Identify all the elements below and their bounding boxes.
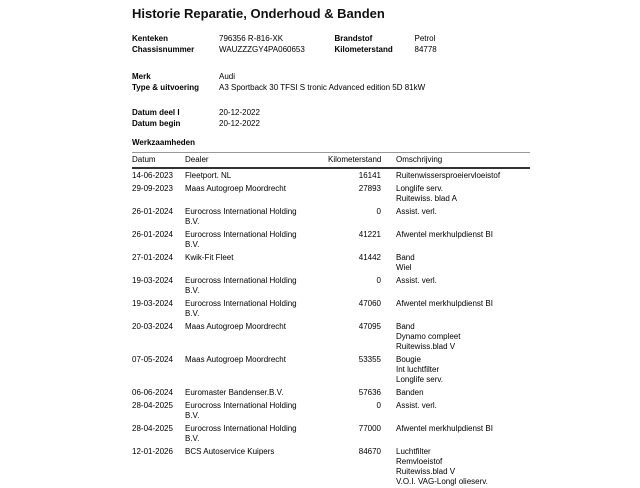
row-kilometerstand: 77000 [358,424,381,433]
table-header-row [132,152,530,169]
omschrijving-line: Assist. verl. [396,401,437,410]
brandstof-label: Brandstof [334,34,373,43]
row-dealer: Kwik-Fit Fleet [185,253,234,262]
table-row [132,205,530,228]
omschrijving-line: Bougie [396,355,421,364]
row-omschrijving [396,447,530,487]
row-kilometerstand: 57636 [358,388,381,397]
row-dealer: Eurocross International Holding B.V. [185,401,297,420]
row-omschrijving [396,276,530,286]
type-uitvoering-label: Type & uitvoering [132,83,199,92]
kv-row [132,107,530,118]
kenteken-value: 796356 R-816-XK [219,34,284,43]
table-row [132,320,530,353]
row-omschrijving [396,207,530,217]
row-kilometerstand: 47060 [358,299,381,308]
omschrijving-line: V.O.I. VAG-Longl olieserv. [396,477,488,486]
row-datum: 19-03-2024 [132,299,173,308]
table-row [132,274,530,297]
row-omschrijving [396,184,530,204]
row-dealer: BCS Autoservice Kuipers [185,447,275,456]
omschrijving-line: Band [396,253,415,262]
row-omschrijving [396,299,530,309]
row-kilometerstand: 0 [376,207,381,216]
datum-begin-label: Datum begin [132,119,181,128]
table-row [132,399,530,422]
omschrijving-line: Ruitewiss. blad A [396,194,457,203]
row-omschrijving [396,388,530,398]
column-header-dealer: Dealer [185,155,209,164]
table-row [132,251,530,274]
kilometerstand-label: Kilometerstand [334,45,393,54]
datum-deel-1-value: 20-12-2022 [219,108,260,117]
chassisnummer-label: Chassisnummer [132,45,195,54]
table-row [132,353,530,386]
omschrijving-line: Dynamo compleet [396,332,461,341]
omschrijving-line: Assist. verl. [396,276,437,285]
omschrijving-line: Longlife serv. [396,375,443,384]
row-kilometerstand: 0 [376,276,381,285]
omschrijving-line: Afwentel merkhulpdienst BI [396,230,493,239]
row-kilometerstand: 0 [376,401,381,410]
kv-row [132,82,530,93]
row-dealer: Eurocross International Holding B.V. [185,230,297,249]
row-omschrijving [396,171,530,181]
row-dealer: Maas Autogroep Moordrecht [185,184,286,193]
row-dealer: Eurocross International Holding B.V. [185,299,297,318]
row-datum: 26-01-2024 [132,207,173,216]
column-header-kilometerstand: Kilometerstand [328,155,382,164]
werkzaamheden-section-title: Werkzaamheden [132,138,195,147]
row-datum: 26-01-2024 [132,230,173,239]
row-kilometerstand: 84670 [358,447,381,456]
row-datum: 20-03-2024 [132,322,173,331]
row-dealer: Fleetport. NL [185,171,232,180]
kv-row [132,33,530,44]
kv-row [132,118,530,129]
omschrijving-line: Luchtfilter [396,447,431,456]
kenteken-label: Kenteken [132,34,169,43]
table-row [132,386,530,399]
row-datum: 29-09-2023 [132,184,173,193]
omschrijving-line: Int luchtfilter [396,365,440,374]
type-uitvoering-value: A3 Sportback 30 TFSI S tronic Advanced edition 5D 81kW [219,83,426,92]
row-dealer: Eurocross International Holding B.V. [185,424,297,443]
omschrijving-line: Assist. verl. [396,207,437,216]
column-header-omschrijving: Omschrijving [396,155,443,164]
row-kilometerstand: 41442 [358,253,381,262]
row-omschrijving [396,230,530,240]
omschrijving-line: Band [396,322,415,331]
table-row [132,182,530,205]
merk-value: Audi [219,72,236,81]
datum-deel-1-label: Datum deel I [132,108,180,117]
row-omschrijving [396,253,530,273]
row-datum: 19-03-2024 [132,276,173,285]
row-datum: 14-06-2023 [132,171,173,180]
vehicle-model-section [132,71,530,93]
row-datum: 27-01-2024 [132,253,173,262]
table-row [132,228,530,251]
row-datum: 12-01-2026 [132,447,173,456]
omschrijving-line: Banden [396,388,424,397]
page-title: Historie Reparatie, Onderhoud & Banden [132,6,385,21]
row-kilometerstand: 53355 [358,355,381,364]
row-kilometerstand: 47095 [358,322,381,331]
row-datum: 07-05-2024 [132,355,173,364]
table-row [132,422,530,445]
table-row [132,297,530,320]
row-datum: 06-06-2024 [132,388,173,397]
column-header-datum: Datum [132,155,156,164]
row-omschrijving [396,401,530,411]
row-kilometerstand: 16141 [358,171,381,180]
kilometerstand-value: 84778 [414,45,437,54]
omschrijving-line: Ruitenwissersproeiervloeistof [396,171,501,180]
omschrijving-line: Longlife serv. [396,184,443,193]
row-datum: 28-04-2025 [132,401,173,410]
row-dealer: Maas Autogroep Moordrecht [185,355,286,364]
row-omschrijving [396,322,530,352]
row-omschrijving [396,424,530,434]
datum-begin-value: 20-12-2022 [219,119,260,128]
kv-row [132,44,530,55]
table-body [132,169,530,488]
row-dealer: Maas Autogroep Moordrecht [185,322,286,331]
row-kilometerstand: 27893 [358,184,381,193]
row-kilometerstand: 41221 [358,230,381,239]
vehicle-history-report [132,6,530,488]
omschrijving-line: Wiel [396,263,412,272]
werkzaamheden-table [132,152,530,488]
omschrijving-line: Remvloeistof [396,457,443,466]
row-dealer: Eurocross International Holding B.V. [185,207,297,226]
table-row [132,169,530,182]
omschrijving-line: Afwentel merkhulpdienst BI [396,299,493,308]
row-dealer: Eurocross International Holding B.V. [185,276,297,295]
omschrijving-line: Ruitewiss.blad V [396,342,456,351]
chassisnummer-value: WAUZZZGY4PA060653 [219,45,305,54]
merk-label: Merk [132,72,151,81]
vehicle-id-section [132,33,530,55]
brandstof-value: Petrol [414,34,436,43]
kv-row [132,71,530,82]
row-omschrijving [396,355,530,385]
omschrijving-line: Afwentel merkhulpdienst BI [396,424,493,433]
row-dealer: Euromaster Bandenser.B.V. [185,388,284,397]
omschrijving-line: Ruitewiss.blad V [396,467,456,476]
row-datum: 28-04-2025 [132,424,173,433]
table-row [132,445,530,488]
dates-section [132,107,530,129]
